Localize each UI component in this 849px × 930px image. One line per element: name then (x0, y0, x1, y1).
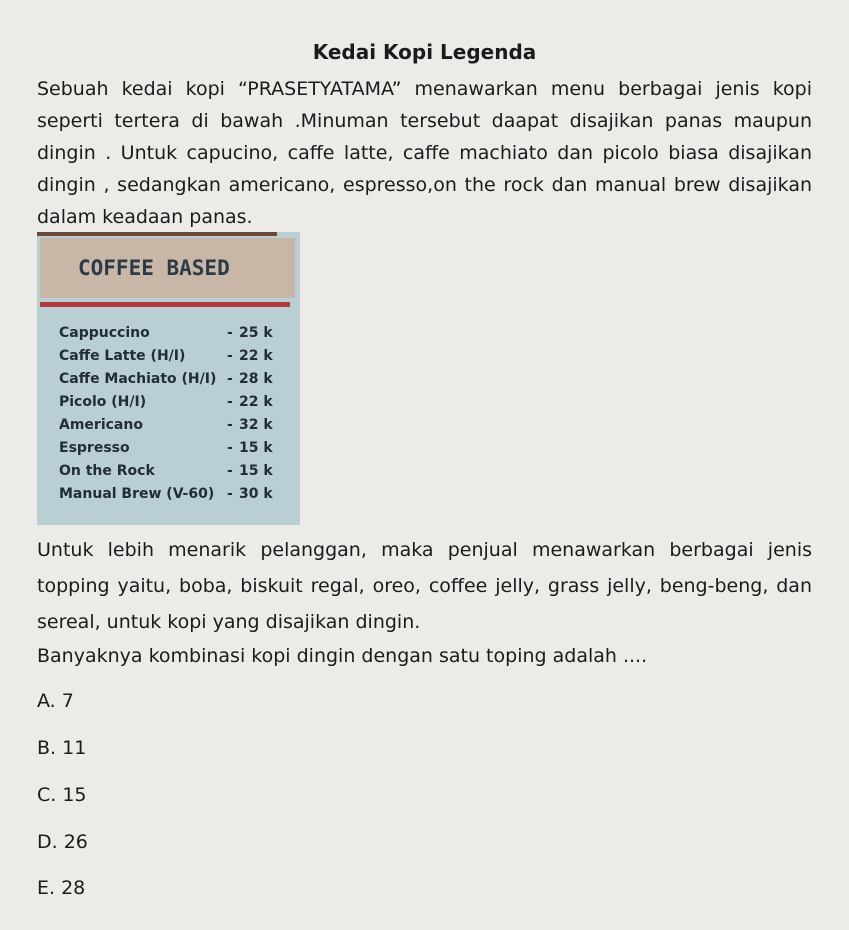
menu-item: Cappuccino - 25 k (59, 322, 294, 345)
menu-item-price: 32 k (239, 417, 273, 433)
menu-item: On the Rock - 15 k (59, 460, 294, 483)
menu-item: Caffe Machiato (H/I) - 28 k (59, 368, 294, 391)
menu-item-name: Espresso (59, 440, 130, 456)
menu-item-name: Caffe Machiato (H/I) (59, 371, 217, 387)
menu-list (59, 322, 294, 506)
menu-item-price: 28 k (239, 371, 273, 387)
menu-item: Manual Brew (V-60) - 30 k (59, 483, 294, 506)
intro-paragraph: Sebuah kedai kopi “PRASETYATAMA” menawarkan menu berbagai jenis kopi seperti tertera di bawah .Minuman tersebut daapat disajikan panas maupun dingin . Untuk capucino, caffe latte, caffe machiato dan picolo biasa disajikan dingin , sedangkan americano, espresso,on the rock dan manual brew disajikan dalam keadaan panas. (37, 78, 812, 228)
menu-item: Caffe Latte (H/I) - 22 k (59, 345, 294, 368)
menu-top-stripe (37, 232, 277, 236)
menu-item-name: On the Rock (59, 463, 155, 479)
menu-item-name: Caffe Latte (H/I) (59, 348, 186, 364)
menu-item: Espresso - 15 k (59, 437, 294, 460)
menu-divider (40, 302, 290, 307)
option-a[interactable]: A. 7 (37, 690, 74, 712)
menu-item-name: Manual Brew (V-60) (59, 486, 215, 502)
option-b[interactable]: B. 11 (37, 737, 87, 759)
topping-paragraph: Untuk lebih menarik pelanggan, maka penjual menawarkan berbagai jenis topping yaitu, boba, biskuit regal, oreo, coffee jelly, grass jelly, beng-beng, dan sereal, untuk kopi yang disajikan dingin. (37, 539, 812, 633)
page-title: Kedai Kopi Legenda (312, 40, 537, 64)
option-d[interactable]: D. 26 (37, 831, 88, 853)
option-e[interactable]: E. 28 (37, 877, 86, 899)
option-c[interactable]: C. 15 (37, 784, 87, 806)
coffee-menu-image (37, 232, 300, 525)
menu-item-name: Cappuccino (59, 325, 150, 341)
menu-item-name: Americano (59, 417, 143, 433)
menu-item-price: 22 k (239, 348, 273, 364)
menu-item-price: 30 k (239, 486, 273, 502)
menu-item-price: 15 k (239, 463, 273, 479)
menu-header: COFFEE BASED (40, 238, 295, 298)
menu-item-name: Picolo (H/I) (59, 394, 147, 410)
menu-item-price: 22 k (239, 394, 273, 410)
menu-item-price: 15 k (239, 440, 273, 456)
question-text: Banyaknya kombinasi kopi dingin dengan satu toping adalah .... (37, 645, 648, 667)
menu-item: Americano - 32 k (59, 414, 294, 437)
menu-item-price: 25 k (239, 325, 273, 341)
menu-item: Picolo (H/I) - 22 k (59, 391, 294, 414)
